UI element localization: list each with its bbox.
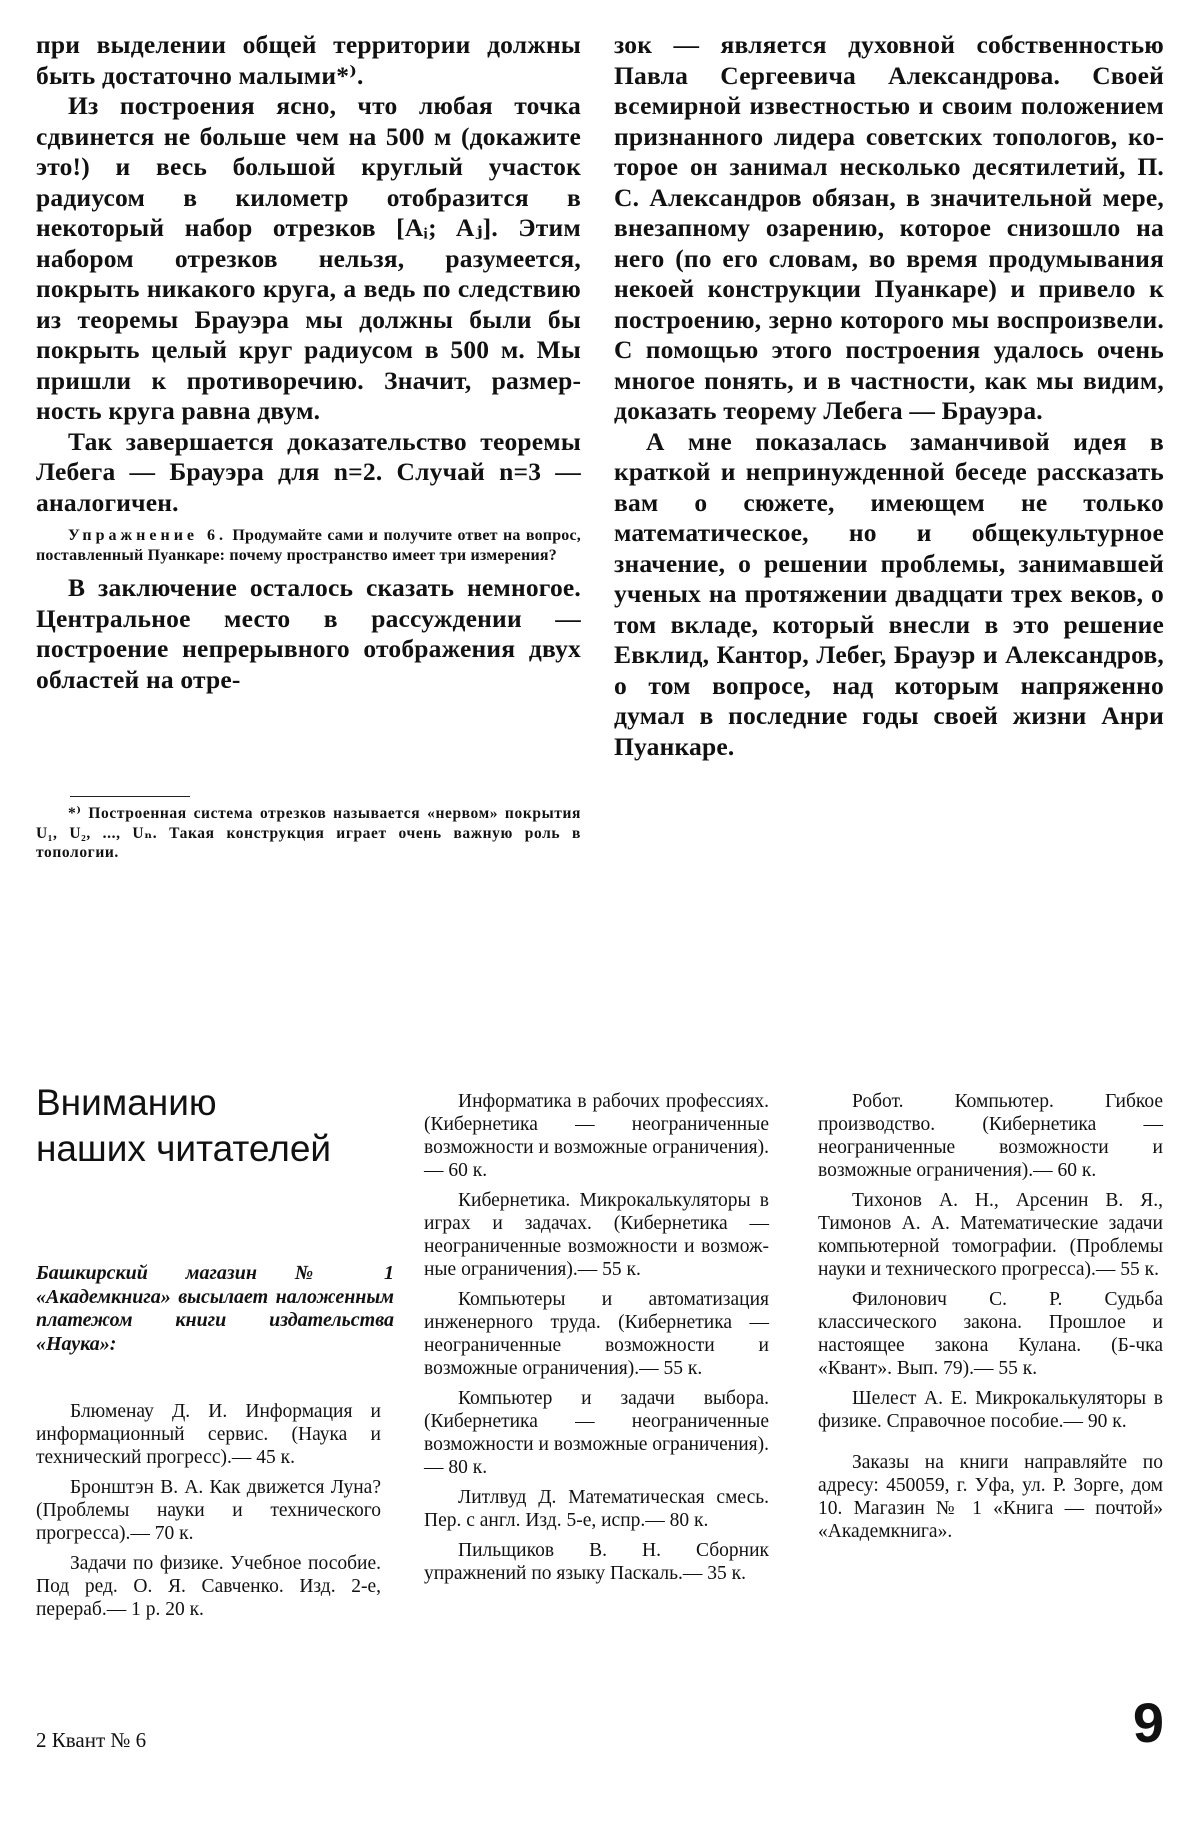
article-paragraph: А мне показалась заманчивой идея в краткой и непринужденной беседе рассказать вам о сюжете, имеющем не только математическое, но и общекультурное значение, о решении проблемы, занимавшей ученых на протяжении двадцати трех веков, о том вкладе, который внесли в это решение Евклид, Кантор, Лебег, Брауэр и Александров, о том вопросе, над которым напряженно думал в последние годы своей жизни Анри Пуанкаре. xyxy=(614,426,1164,761)
footnote: *⁾ Построенная система отрезков называется «нервом» покрытия U₁, U₂, ..., Uₙ. Такая конструкция играет очень важную роль в топологии. xyxy=(36,805,581,861)
book-entry: Компьютеры и автоматизация инженерного труда. (Кибернетика — неограниченные возможности и возможные ограничения).— 55 к. xyxy=(424,1289,769,1379)
exercise xyxy=(36,526,581,565)
book-entry: Кибернетика. Микрокалькуляторы в играх и задачах. (Кибернетика — неограниченные возможности и возможные ограничения).— 55 к. xyxy=(424,1190,769,1280)
book-entry: Блюменау Д. И. Информация и информационный сервис. (Наука и технический прогресс).— 45 к. xyxy=(36,1401,381,1468)
book-list-column-2 xyxy=(424,1090,769,1592)
article-paragraph: Из построения ясно, что любая точка сдвинется не больше чем на 500 м (докажите это!) и весь большой круглый участок радиусом в километр отобразится в некоторый набор отрезков [Aᵢ; Aⱼ]. Этим набором отрезков нельзя, разумеется, покрыть никакого круга, а ведь по следствию из теоремы Брауэра мы должны были бы покрыть целый круг радиусом в 500 м. Мы пришли к противоречию. Значит, размерность круга равна двум. xyxy=(36,91,581,425)
notice-heading-line: Вниманию xyxy=(36,1082,217,1123)
book-entry: Задачи по физике. Учебное пособие. Под ред. О. Я. Савченко. Изд. 2-е, перераб.— 1 р. 20 к. xyxy=(36,1553,381,1620)
book-list-column-3 xyxy=(818,1090,1163,1550)
book-entry: Филонович С. Р. Судьба классического закона. Прошлое и настоящее закона Кулана. (Б-чка «Квант». Вып. 79).— 55 к. xyxy=(818,1289,1163,1379)
exercise-text: Продумайте сами и получите ответ на вопрос, поставленный Пуанкаре: почему пространство имеет три измерения? xyxy=(36,527,582,564)
book-entry: Литлвуд Д. Математическая смесь. Пер. с англ. Изд. 5-е, испр.— 80 к. xyxy=(424,1487,769,1531)
article-left-column xyxy=(36,30,581,695)
notice-heading-line: наших читателей xyxy=(36,1128,332,1169)
exercise-label: Упражнение 6. xyxy=(68,527,228,544)
page-signature: 2 Квант № 6 xyxy=(36,1728,147,1752)
notice-intro: Башкирский магазин № 1 «Академкнига» высылает наложенным платежом книги издательства «Наука»: xyxy=(36,1262,394,1355)
notice-heading xyxy=(36,1080,331,1172)
article-right-column xyxy=(614,30,1164,762)
book-entry: Пильщиков В. Н. Сборник упражнений по языку Паскаль.— 35 к. xyxy=(424,1540,769,1584)
article-paragraph: зок — является духовной собственностью Павла Сергеевича Александрова. Своей всемирной известностью и своим положением признанного лидера советских топологов, которое он занимал несколько десятилетий, П. С. Александров обязан, в значительной мере, внезапному озарению, которое снизошло на него (по его словам, во время продумывания некоей конструкции Пуанкаре) и привело к построению, зерно которого мы воспроизвели. С помощью этого построения удалось очень многое понять, и в частности, как мы видим, доказать теорему Лебега — Брауэра. xyxy=(614,30,1164,425)
article-paragraph: при выделении общей территории должны быть достаточно малыми*⁾. xyxy=(36,30,581,90)
article-paragraph: В заключение осталось сказать немногое. Центральное место в рассуждении — построение непрерывного отображения двух областей на отре- xyxy=(36,573,581,694)
book-list-column-1 xyxy=(36,1400,381,1628)
book-entry: Бронштэн В. А. Как движется Луна? (Проблемы науки и технического прогресса).— 70 к. xyxy=(36,1477,381,1544)
page-number: 9 xyxy=(1132,1691,1164,1754)
book-entry: Робот. Компьютер. Гибкое производство. (Кибернетика — неограниченные возможности и возможные ограничения).— 60 к. xyxy=(818,1091,1163,1181)
book-entry: Шелест А. Е. Микрокалькуляторы в физике. Справочное пособие.— 90 к. xyxy=(818,1388,1163,1432)
book-entry: Информатика в рабочих профессиях. (Кибернетика — неограниченные возможности и возможные ограничения).— 60 к. xyxy=(424,1091,769,1181)
article-paragraph: Так завершается доказательство теоремы Лебега — Брауэра для n=2. Случай n=3 — аналогичен. xyxy=(36,426,581,517)
book-entry: Компьютер и задачи выбора. (Кибернетика — неограниченные возможности и возможные ограничения).— 80 к. xyxy=(424,1388,769,1478)
book-entry: Тихонов А. Н., Арсенин В. Я., Тимонов А. А. Математические задачи компьютерной томографии. (Проблемы науки и технического прогресса).— 55 к. xyxy=(818,1190,1163,1280)
footnote-divider xyxy=(70,796,190,797)
order-info: Заказы на книги направляйте по адресу: 450059, г. Уфа, ул. Р. Зорге, дом 10. Магазин № 1 «Книга — почтой» «Академкнига». xyxy=(818,1452,1163,1542)
